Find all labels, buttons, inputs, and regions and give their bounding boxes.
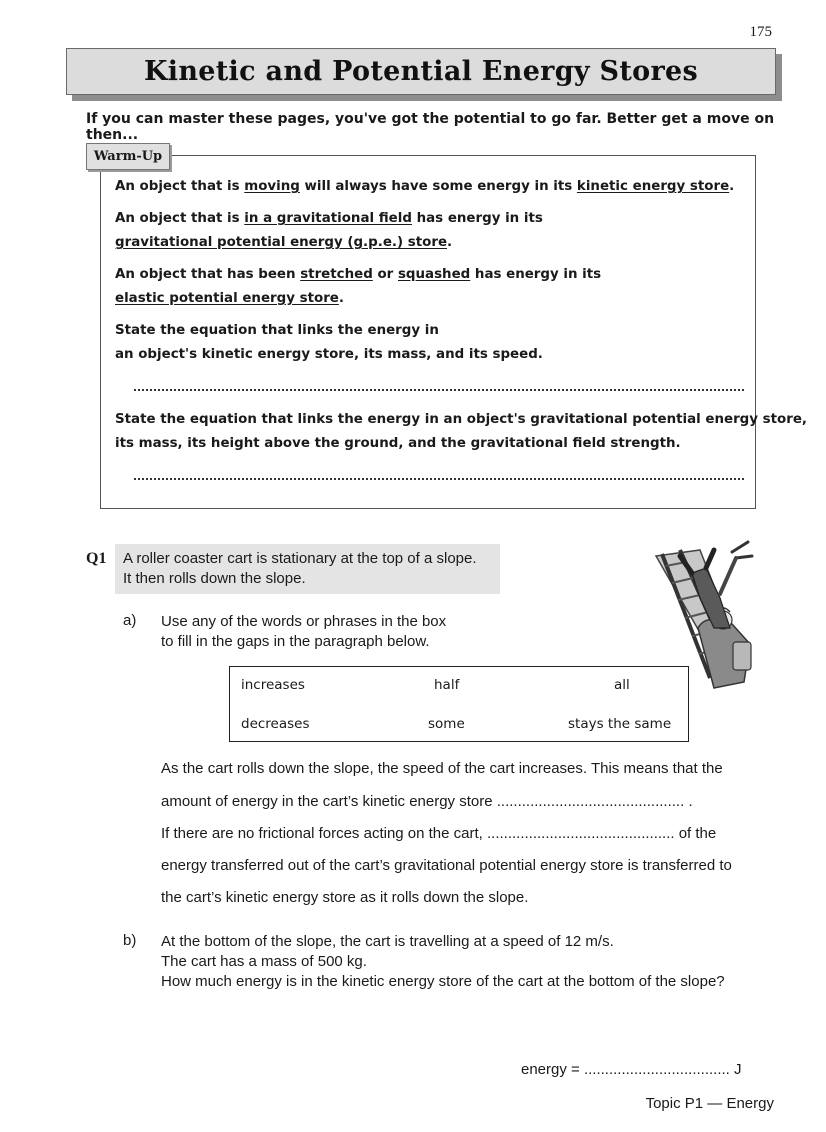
part-b-line-3: How much energy is in the kinetic energy store of the cart at the bottom of the slope? bbox=[161, 973, 725, 990]
title-banner bbox=[66, 48, 776, 95]
word-option: some bbox=[428, 716, 465, 732]
warmup-question-1-line-2: an object's kinetic energy store, its mass, and its speed. bbox=[115, 347, 543, 362]
warmup-question-1-line-1: State the equation that links the energy in bbox=[115, 323, 439, 338]
question-line-2: It then rolls down the slope. bbox=[123, 570, 306, 587]
word-option: increases bbox=[241, 677, 305, 693]
warmup-sentence-3-line-2: elastic potential energy store. bbox=[115, 291, 344, 306]
question-text bbox=[123, 549, 477, 589]
part-b-text bbox=[161, 932, 725, 992]
word-option: decreases bbox=[241, 716, 310, 732]
paragraph-line-5: the cart’s kinetic energy store as it rolls down the slope. bbox=[161, 889, 529, 906]
paragraph-line-3[interactable]: If there are no frictional forces acting on the cart, ............................................. of the bbox=[161, 825, 717, 842]
page-number: 175 bbox=[749, 24, 772, 40]
question-line-1: A roller coaster cart is stationary at the top of a slope. bbox=[123, 550, 477, 567]
warmup-sentence-1: An object that is moving will always have some energy in its kinetic energy store. bbox=[115, 179, 735, 194]
warmup-question-2-line-1: State the equation that links the energy in an object's gravitational potential energy store, bbox=[115, 412, 807, 427]
part-b-line-1: At the bottom of the slope, the cart is travelling at a speed of 12 m/s. bbox=[161, 933, 614, 950]
part-b-line-2: The cart has a mass of 500 kg. bbox=[161, 953, 367, 970]
part-b-label: b) bbox=[123, 932, 137, 949]
question-number: Q1 bbox=[86, 550, 107, 567]
intro-text: If you can master these pages, you've got the potential to go far. Better get a move on then... bbox=[86, 111, 775, 143]
warmup-answer-line-1[interactable] bbox=[134, 389, 744, 391]
warmup-answer-line-2[interactable] bbox=[134, 478, 744, 480]
warmup-question-2-line-2: its mass, its height above the ground, and the gravitational field strength. bbox=[115, 436, 681, 451]
warmup-sentence-2-line-1: An object that is in a gravitational field has energy in its bbox=[115, 211, 543, 226]
page-title: Kinetic and Potential Energy Stores bbox=[144, 56, 698, 87]
part-a-label: a) bbox=[123, 612, 137, 629]
energy-answer-field[interactable]: energy = ................................... J bbox=[521, 1061, 742, 1078]
warmup-label: Warm-Up bbox=[86, 143, 170, 170]
paragraph-line-2[interactable]: amount of energy in the cart’s kinetic energy store ............................................. . bbox=[161, 793, 693, 810]
word-option: all bbox=[614, 677, 630, 693]
word-option: half bbox=[434, 677, 460, 693]
paragraph-line-4: energy transferred out of the cart’s gravitational potential energy store is transferred to bbox=[161, 857, 732, 874]
paragraph-line-1: As the cart rolls down the slope, the speed of the cart increases. This means that the bbox=[161, 760, 723, 777]
page-footer: Topic P1 — Energy bbox=[645, 1095, 774, 1112]
part-a-line-2: to fill in the gaps in the paragraph below. bbox=[161, 633, 430, 650]
word-option: stays the same bbox=[568, 716, 672, 732]
warmup-sentence-2-line-2: gravitational potential energy (g.p.e.) store. bbox=[115, 235, 453, 250]
warmup-sentence-3-line-1: An object that has been stretched or squashed has energy in its bbox=[115, 267, 602, 282]
part-a-line-1: Use any of the words or phrases in the box bbox=[161, 613, 447, 630]
part-a-instructions bbox=[161, 612, 446, 652]
